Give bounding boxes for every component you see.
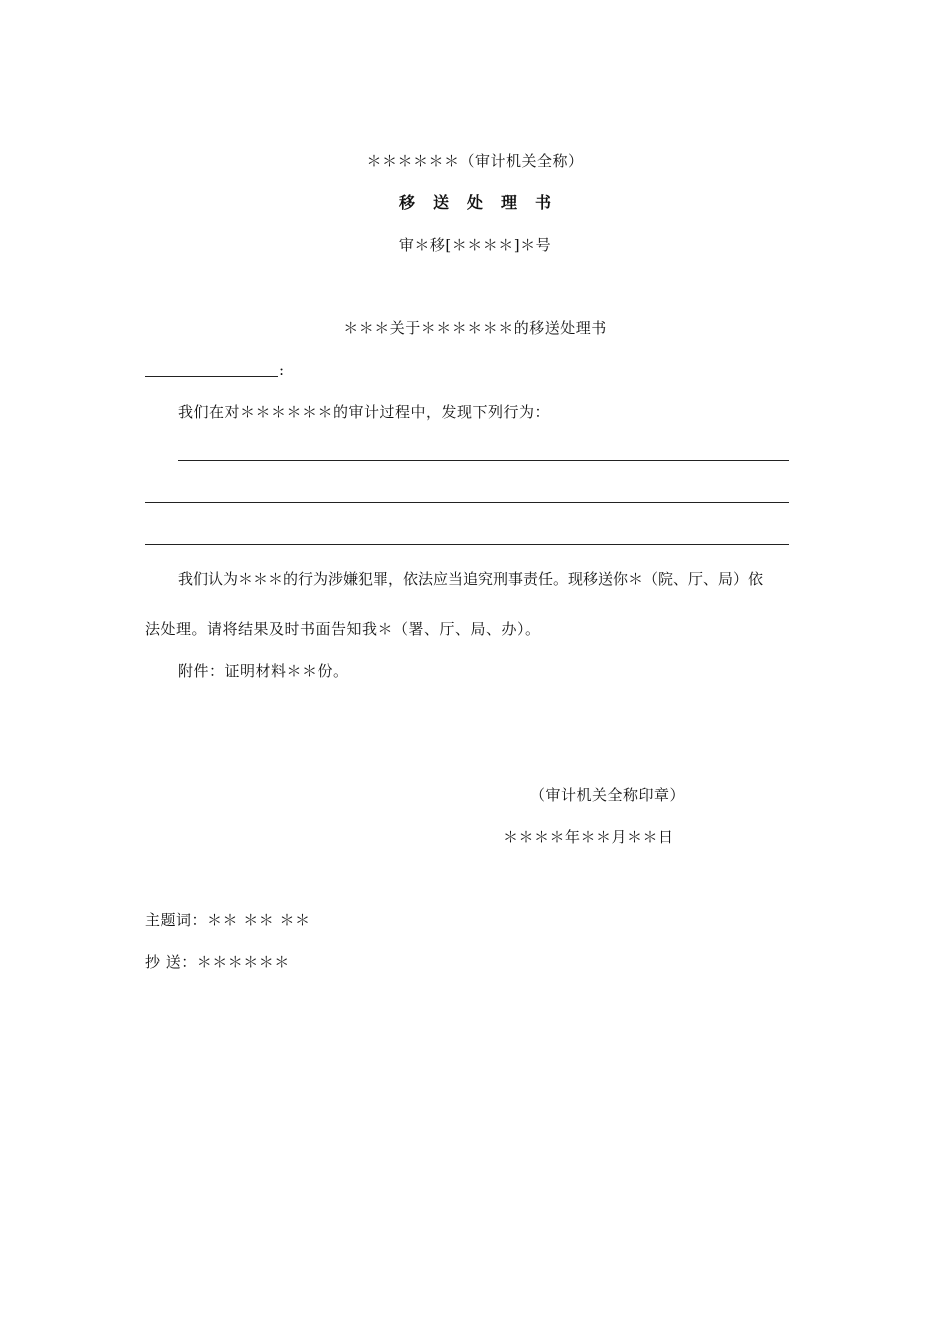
cc-line: 抄 送：＊＊＊＊＊＊ bbox=[145, 953, 290, 971]
recipient-blank bbox=[145, 376, 278, 377]
issuer-name: ＊＊＊＊＊＊（审计机关全称） bbox=[366, 152, 584, 170]
fill-in-line-2 bbox=[145, 502, 789, 503]
fill-in-line-1 bbox=[178, 460, 789, 461]
body-paragraph-1: 我们在对＊＊＊＊＊＊的审计过程中，发现下列行为： bbox=[178, 403, 551, 421]
body-paragraph-2-line-2: 法处理。请将结果及时书面告知我＊（署、厅、局、办）。 bbox=[145, 620, 541, 638]
subject-line: ＊＊＊关于＊＊＊＊＊＊的移送处理书 bbox=[343, 319, 607, 337]
issue-date: ＊＊＊＊年＊＊月＊＊日 bbox=[503, 828, 674, 846]
seal-placeholder: （审计机关全称印章） bbox=[530, 786, 686, 804]
body-paragraph-2-line-1: 我们认为＊＊＊的行为涉嫌犯罪，依法应当追究刑事责任。现移送你＊（院、厅、局）依 bbox=[178, 570, 764, 588]
document-title: 移送处理书 bbox=[398, 193, 569, 212]
attachment-line: 附件：证明材料＊＊份。 bbox=[178, 662, 349, 680]
recipient-colon: : bbox=[279, 361, 285, 379]
fill-in-line-3 bbox=[145, 544, 789, 545]
document-number: 审＊移[＊＊＊＊]＊号 bbox=[398, 236, 552, 254]
keywords-line: 主题词：＊＊ ＊＊ ＊＊ bbox=[145, 911, 311, 929]
